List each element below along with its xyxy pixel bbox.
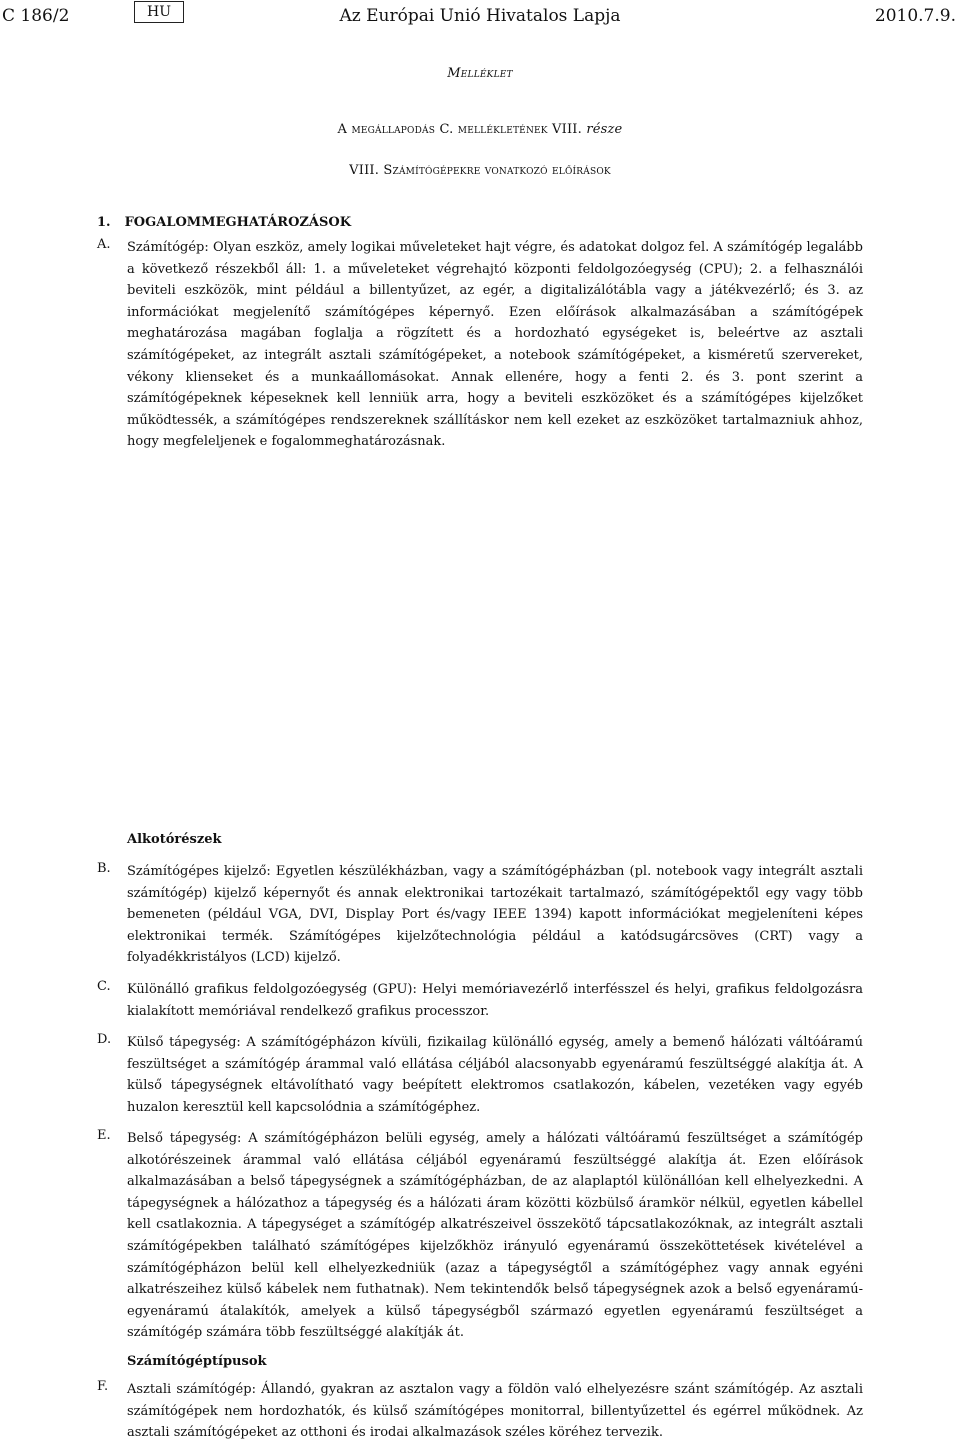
page-reference: C 186/2 <box>2 6 70 26</box>
page-header <box>0 0 960 32</box>
definition-e <box>97 1128 863 1344</box>
definition-text: Belső tápegység: A számítógépházon belüli egység, amely a hálózati váltóáramú feszültséget a számítógép alkotórészeinek árammal való ellátása céljából egyenáramú feszültséggé alakítja át. Ezen előírások alkalmazásában a belső tápegységnek a számítógépházban, de az alaplaptól különállóan kell elhelyezkedni. A tápegységnek a hálózathoz a tápegység és a hálózati áram közötti közbülső áramkör nélkül, egyetlen kábellel kell csatlakoznia. A tápegységet a számítógép alkatrészeivel összekötő tápcsatlakozóknak, az integrált asztali számítógépekben található számítógépes kijelzőkhöz irányuló egyenáramú összeköttetések kivételével a számítógépházon belül kell elhelyezkedniük (azaz a tápegységtől a számítógéphez vagy annak egyéni alkatrészeihez külső kábelek nem futhatnak). Nem tekintendők belső tápegységnek azok a belső egyenáramú-egyenáramú átalakítók, amelyek a külső tápegységből származó egyetlen egyenáramú feszültséget a számítógép számára több feszültséggé alakítják át. <box>127 1131 863 1341</box>
definition-f <box>97 1379 863 1444</box>
subheading-components: Alkotórészek <box>127 832 222 847</box>
subheading-types: Számítógéptípusok <box>127 1354 267 1369</box>
definition-text: Számítógépes kijelző: Egyetlen készülékházban, vagy a számítógépházban (pl. notebook vagy integrált asztali számítógép) kijelző képernyőt és annak elektronikai tartozékait tartalmazó, számítógépektől egy vagy több bemeneten (például VGA, DVI, Display Port és/vagy IEEE 1394) kapott információkat megjeleníteni képes elektronikai termék. Számítógépes kijelzőtechnológia például a katódsugárcsöves (CRT) vagy a folyadékkristályos (LCD) kijelző. <box>127 864 863 966</box>
definition-label: C. <box>97 979 111 994</box>
definition-text: Különálló grafikus feldolgozóegység (GPU): Helyi memóriavezérlő interfésszel és helyi, grafikus feldolgozásra kialakított memóriával rendelkező grafikus processzor. <box>127 982 863 1019</box>
part-title: VIII. Számítógépekre vonatkozó előírások <box>349 163 611 178</box>
annex-title: Melléklet <box>447 66 513 81</box>
definition-d <box>97 1032 863 1118</box>
definition-a <box>97 237 863 453</box>
definition-text: Számítógép: Olyan eszköz, amely logikai műveleteket hajt végre, és adatokat dolgoz fel. A számítógép legalább a következő részekből áll: 1. a műveleteket végrehajtó központi feldolgozóegység (CPU); 2. a felhasználói beviteli eszközök, mint például a billentyűzet, az egér, a digitalizálótábla vagy a játékvezérlő; és 3. az információkat megjelenítő számítógépes képernyő. Ezen előírások alkalmazásában a számítógépek meghatározása magában foglalja a rögzített és a hordozható egységeket is, beleértve az asztali számítógépeket, az integrált asztali számítógépeket, a notebook számítógépeket, a kisméretű szervereket, vékony klienseket és a munkaállomásokat. Annak ellenére, hogy a fenti 2. és 3. pont szerint a számítógépeknek képeseknek kell lenniük arra, hogy a beviteli eszközöket és a számítógépes kijelzőket működtessék, a számítógépes rendszereknek szállításkor nem kell ezeket az eszközöket tartalmazniuk ahhoz, hogy megfeleljenek e fogalommeghatározásnak. <box>127 240 863 450</box>
definition-b <box>97 861 863 969</box>
language-badge: HU <box>134 1 184 23</box>
definition-label: E. <box>97 1128 111 1143</box>
definition-label: A. <box>97 237 111 252</box>
definition-c <box>97 979 863 1022</box>
definition-text: Külső tápegység: A számítógépházon kívüli, fizikailag különálló egység, amely a bemenő hálózati váltóáramú feszültséget a számítógép árammal való ellátása céljából alacsonyabb egyenáramú feszültséggé alakítja át. A külső tápegységnek eltávolítható vagy beépített elektromos csatlakozón, kábelen, vezetéken vagy egyéb huzalon keresztül kell kapcsolódnia a számítógéphez. <box>127 1035 863 1115</box>
definition-label: B. <box>97 861 111 876</box>
definition-label: F. <box>97 1379 109 1394</box>
annex-reference: A megállapodás C. mellékletének VIII. része <box>337 122 623 137</box>
definition-text: Asztali számítógép: Állandó, gyakran az asztalon vagy a földön való elhelyezésre szánt számítógép. Az asztali számítógépek nem hordozhatók, és külső számítógépes monitorral, billentyűzettel és egérrel működnek. Az asztali számítógépeket az otthoni és irodai alkalmazások széles köréhez tervezik. <box>127 1382 863 1441</box>
journal-title: Az Európai Unió Hivatalos Lapja <box>339 6 621 26</box>
definition-label: D. <box>97 1032 112 1047</box>
publication-date: 2010.7.9. <box>874 6 956 26</box>
section-heading: 1. FOGALOMMEGHATÁROZÁSOK <box>97 215 351 230</box>
